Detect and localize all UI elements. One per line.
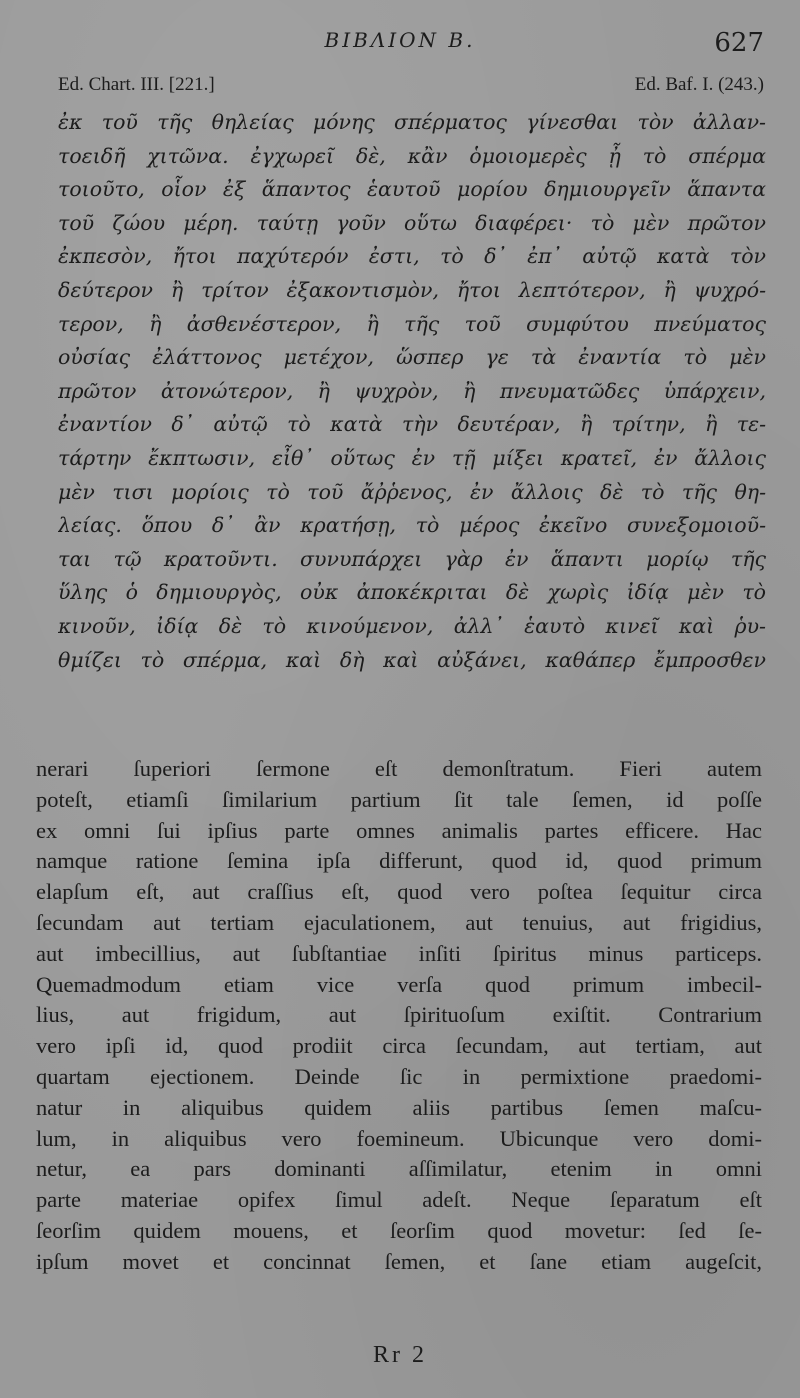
latin-line: ipſum movet et concinnat ſemen, et ſane etiam augeſcit, <box>36 1248 762 1274</box>
latin-line: vero ipſi id, quod prodiit circa ſecundam, aut tertiam, aut <box>36 1033 762 1059</box>
signature-mark: Rr 2 <box>373 1342 427 1368</box>
greek-line: ἐκ τοῦ τῆς θηλείας μόνης σπέρματος γίνεσθαι τὸν ἀλλαν- <box>58 110 766 134</box>
greek-line: κινοῦν, ἰδίᾳ δὲ τὸ κινούμενον, ἀλλ᾿ ἑαυτὸ κινεῖ καὶ ῥυ- <box>58 613 766 638</box>
latin-line: quartam ejectionem. Deinde ſic in permixtione praedomi- <box>36 1063 762 1089</box>
greek-line: τοιοῦτο, οἷον ἐξ ἅπαντος ἑαυτοῦ μορίου δημιουργεῖν ἅπαντα <box>58 177 766 202</box>
greek-line: ἐναντίον δ᾿ αὐτῷ τὸ κατὰ τὴν δευτέραν, ἢ τρίτην, ἢ τε- <box>58 412 766 437</box>
greek-line: ται τῷ κρατοῦντι. συνυπάρχει γὰρ ἐν ἅπαντι μορίῳ τῆς <box>58 546 766 571</box>
greek-line: μὲν τισι μορίοις τὸ τοῦ ἄῤῥενος, ἐν ἄλλοις δὲ τὸ τῆς θη- <box>58 479 766 504</box>
page-number: 627 <box>714 28 764 58</box>
latin-line: ſeorſim quidem mouens, et ſeorſim quod movetur: ſed ſe- <box>36 1217 762 1243</box>
greek-line: δεύτερον ἢ τρίτον ἐξακοντισμὸν, ἤτοι λεπτότερον, ἢ ψυχρό- <box>58 277 766 302</box>
latin-text-block <box>36 754 762 1278</box>
edition-references <box>58 74 764 100</box>
latin-line: natur in aliquibus quidem aliis partibus ſemen maſcu- <box>36 1094 762 1120</box>
latin-line: poteſt, etiamſi ſimilarium partium ſit tale ſemen, id poſſe <box>36 786 762 812</box>
edition-ref-basel: Ed. Baf. I. (243.) <box>634 74 764 95</box>
latin-line: Quemadmodum etiam vice verſa quod primum imbecil- <box>36 971 762 997</box>
greek-line: οὐσίας ἐλάττονος μετέχον, ὥσπερ γε τὰ ἐναντία τὸ μὲν <box>58 345 766 370</box>
running-head <box>0 28 800 62</box>
latin-line: lum, in aliquibus vero foemineum. Ubicunque vero domi- <box>36 1125 762 1151</box>
latin-line: ſecundam aut tertiam ejaculationem, aut tenuius, aut frigidius, <box>36 909 762 935</box>
latin-line: nerari ſuperiori ſermone eſt demonſtratum. Fieri autem <box>36 756 762 781</box>
greek-line: ἐκπεσὸν, ἤτοι παχύτερόν ἐστι, τὸ δ᾿ ἐπ᾿ αὐτῷ κατὰ τὸν <box>58 244 766 269</box>
greek-line: τάρτην ἔκπτωσιν, εἶθ᾿ οὕτως ἐν τῇ μίξει κρατεῖ, ἐν ἄλλοις <box>58 445 766 470</box>
greek-line: τοῦ ζώου μέρη. ταύτῃ γοῦν οὕτω διαφέρει· τὸ μὲν πρῶτον <box>58 210 766 235</box>
latin-line: lius, aut frigidum, aut ſpirituoſum exiſtit. Contrarium <box>36 1002 762 1028</box>
latin-line: namque ratione ſemina ipſa differunt, quod id, quod primum <box>36 848 762 874</box>
greek-text-block <box>58 106 766 677</box>
greek-line: ὕλης ὁ δημιουργὸς, οὐκ ἀποκέκριται δὲ χωρὶς ἰδίᾳ μὲν τὸ <box>58 580 766 605</box>
greek-line: λείας. ὅπου δ᾿ ἂν κρατήσῃ, τὸ μέρος ἐκεῖνο συνεξομοιοῦ- <box>58 513 766 538</box>
latin-line: ex omni ſui ipſius parte omnes animalis partes efficere. Hac <box>36 817 762 843</box>
greek-line: πρῶτον ἀτονώτερον, ἢ ψυχρὸν, ἢ πνευματῶδες ὑπάρχειν, <box>58 378 766 403</box>
edition-ref-chartier: Ed. Chart. III. [221.] <box>58 74 215 95</box>
latin-line: elapſum eſt, aut craſſius eſt, quod vero poſtea ſequitur circa <box>36 879 762 905</box>
greek-line: τοειδῆ χιτῶνα. ἐγχωρεῖ δὲ, κἂν ὁμοιομερὲς ᾖ τὸ σπέρμα <box>58 143 766 168</box>
latin-line: aut imbecillius, aut ſubſtantiae inſiti ſpiritus minus particeps. <box>36 940 762 966</box>
latin-line: netur, ea pars dominanti aſſimilatur, etenim in omni <box>36 1156 762 1182</box>
running-title: ΒΙΒΛΙΟΝ Β. <box>324 28 476 52</box>
greek-line: θμίζει τὸ σπέρμα, καὶ δὴ καὶ αὐξάνει, καθάπερ ἔμπροσθεν <box>58 647 766 672</box>
latin-line: parte materiae opifex ſimul adeſt. Neque ſeparatum eſt <box>36 1187 762 1213</box>
greek-line: τερον, ἢ ἀσθενέστερον, ἢ τῆς τοῦ συμφύτου πνεύματος <box>58 311 766 336</box>
